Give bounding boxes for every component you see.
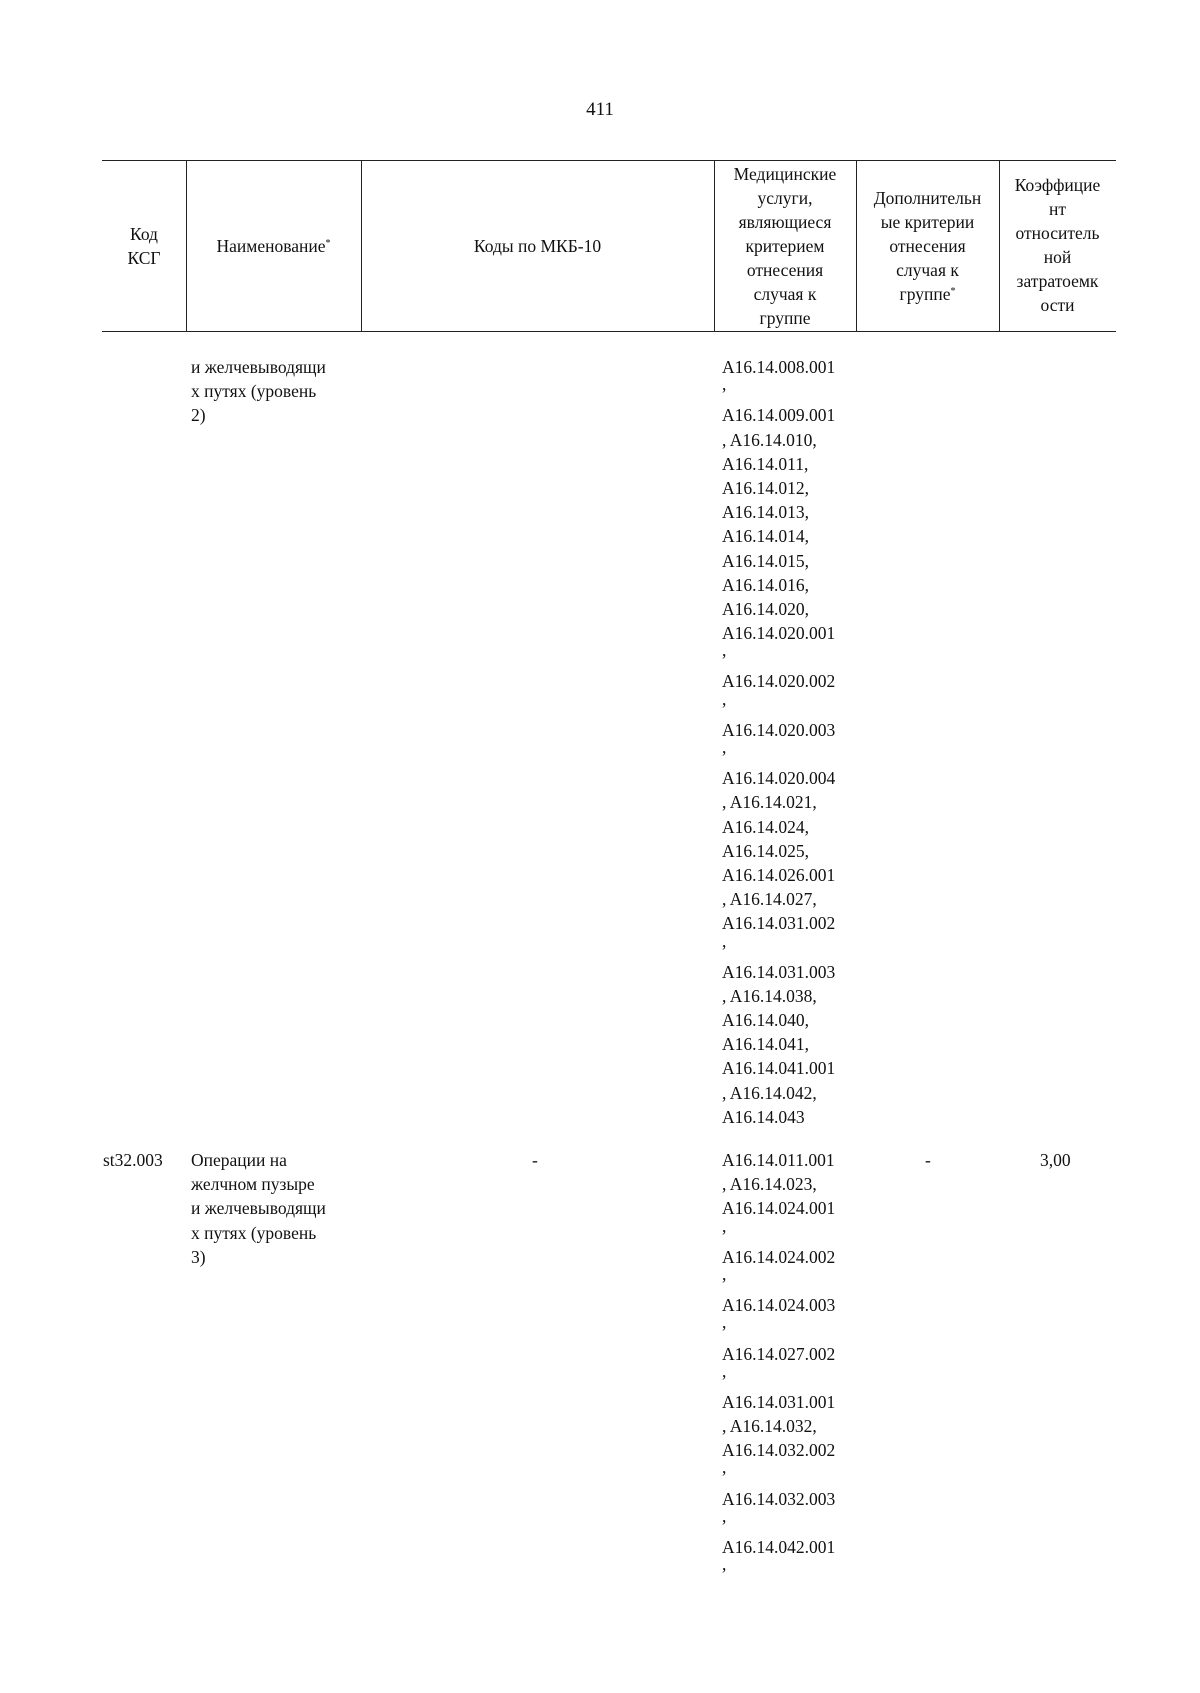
service-code-line: A16.14.027.002 xyxy=(722,1343,836,1364)
service-code-line: A16.14.031.003 xyxy=(722,961,836,982)
page-number: 411 xyxy=(586,99,614,120)
row2-extra-criteria: - xyxy=(925,1150,931,1170)
service-code-line: A16.14.011.001 xyxy=(722,1150,835,1170)
header-icd10: Коды по МКБ-10 xyxy=(473,236,602,256)
row2-services xyxy=(722,1148,835,1583)
service-code-line: A16.14.024.002 xyxy=(722,1246,836,1267)
service-code-line: , xyxy=(722,1360,727,1381)
service-code-line: , xyxy=(722,737,727,757)
service-code-line: A16.14.031.002 xyxy=(722,913,836,934)
service-code-line: , A16.14.032, xyxy=(722,1416,817,1437)
service-code-line: A16.14.008.001 xyxy=(722,357,836,377)
row2-code: st32.003 xyxy=(103,1150,163,1170)
service-code-line: , xyxy=(722,930,727,951)
row2-coefficient: 3,00 xyxy=(1040,1150,1071,1170)
service-code-line: A16.14.026.001 xyxy=(722,864,836,885)
service-code-line: A16.14.024.001 xyxy=(722,1198,836,1219)
service-code-line: A16.14.040, xyxy=(722,1010,810,1031)
service-code-line: A16.14.024, xyxy=(722,816,810,837)
service-code-line: A16.14.041, xyxy=(722,1034,810,1055)
service-code-line: A16.14.043 xyxy=(722,1106,805,1127)
service-code-line: A16.14.042.001 xyxy=(722,1537,836,1557)
service-code-line: , xyxy=(722,1312,727,1333)
service-code-line: A16.14.016, xyxy=(722,574,810,595)
service-code-line: A16.14.032.002 xyxy=(722,1440,836,1461)
header-services: Медицинские услуги, являющиеся критерием отнесения случая к группе xyxy=(733,164,837,328)
service-code-line: A16.14.012, xyxy=(722,477,810,498)
header-extra-criteria: Дополнительн ые критерии отнесения случая к группе* xyxy=(873,188,982,304)
service-code-line: , A16.14.023, xyxy=(722,1174,817,1195)
service-code-line: A16.14.011, xyxy=(722,453,809,474)
service-code-line: A16.14.020.003 xyxy=(722,719,836,740)
header-name: Наименование* xyxy=(216,236,331,256)
service-code-line: A16.14.020.004 xyxy=(722,768,836,789)
service-code-line: A16.14.024.003 xyxy=(722,1295,836,1316)
row1-name: и желчевыводящи х путях (уровень 2) xyxy=(191,357,326,426)
row2-icd10: - xyxy=(532,1150,538,1170)
header-code: Код КСГ xyxy=(127,224,161,268)
service-code-line: A16.14.015, xyxy=(722,550,810,571)
service-code-line: A16.14.041.001 xyxy=(722,1058,836,1079)
row1-services xyxy=(722,355,835,1129)
service-code-line: , xyxy=(722,1554,727,1575)
service-code-line: , xyxy=(722,1263,727,1284)
service-code-line: A16.14.014, xyxy=(722,526,810,547)
service-code-line: A16.14.032.003 xyxy=(722,1488,836,1509)
service-code-line: , A16.14.010, xyxy=(722,429,817,450)
service-code-line: , xyxy=(722,374,727,395)
service-code-line: , xyxy=(722,1215,727,1236)
service-code-line: , A16.14.042, xyxy=(722,1082,817,1103)
service-code-line: A16.14.020, xyxy=(722,598,810,619)
service-code-line: , xyxy=(722,1457,727,1478)
service-code-line: , A16.14.027, xyxy=(722,889,817,910)
service-code-line: A16.14.009.001 xyxy=(722,405,836,426)
service-code-line: , A16.14.038, xyxy=(722,985,817,1006)
service-code-line: , xyxy=(722,640,727,661)
service-code-line: A16.14.020.002 xyxy=(722,671,836,692)
row2-name: Операции на желчном пузыре и желчевыводящи х путях (уровень 3) xyxy=(191,1150,326,1267)
service-code-line: A16.14.020.001 xyxy=(722,623,836,644)
service-code-line: A16.14.013, xyxy=(722,502,810,523)
header-coefficient: Коэффицие нт относитель ной затратоемк ости xyxy=(1014,175,1101,315)
service-code-line: A16.14.025, xyxy=(722,840,810,861)
service-code-line: , xyxy=(722,688,727,709)
service-code-line: , A16.14.021, xyxy=(722,792,817,813)
service-code-line: A16.14.031.001 xyxy=(722,1391,836,1412)
table-header xyxy=(102,160,1116,332)
service-code-line: , xyxy=(722,1505,727,1526)
